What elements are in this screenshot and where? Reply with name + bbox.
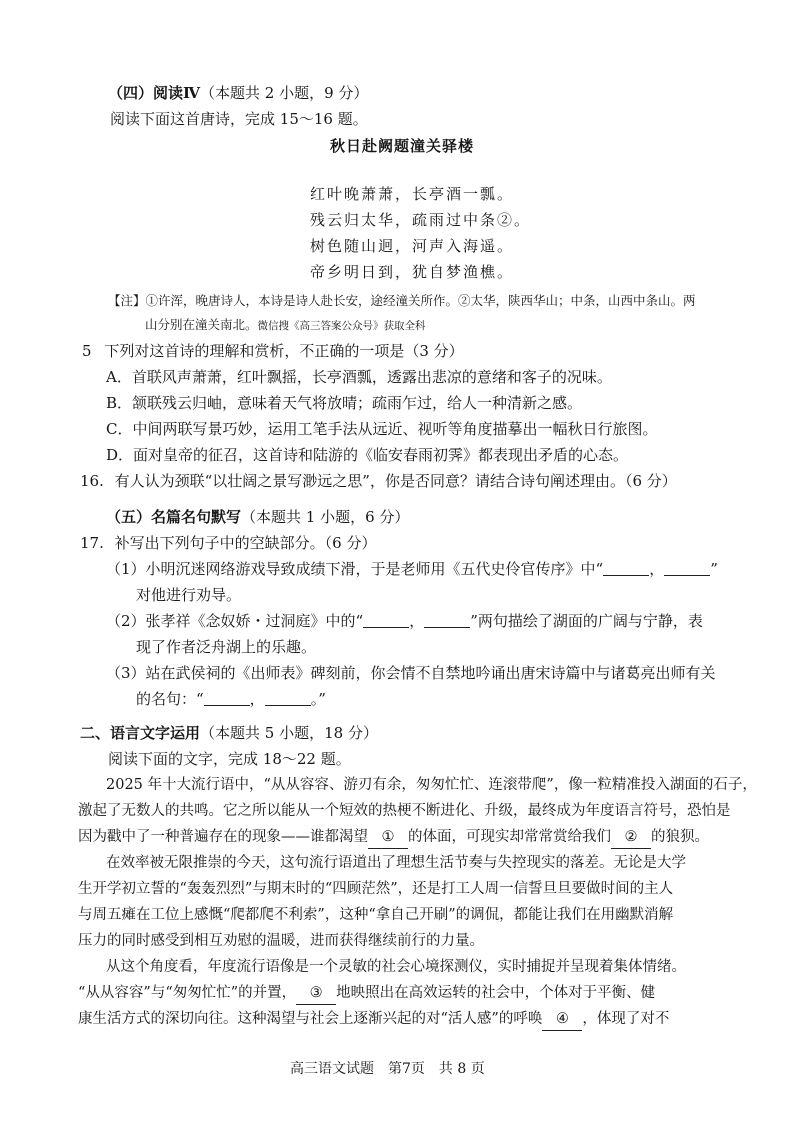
fill-blank-2a[interactable] — [363, 611, 409, 628]
section4-note: （本题共 2 小题，9 分） — [200, 84, 369, 102]
q17-item-3-text-b: 的名句：“ — [136, 690, 204, 708]
section2-heading — [80, 722, 378, 744]
q17-item-1-comma: ， — [649, 560, 665, 578]
passage-p3-line-3 — [78, 1008, 669, 1031]
q17-item-3-comma: ， — [249, 690, 265, 708]
poem-line-2: 残云归太华，疏雨过中条②。 — [310, 211, 532, 229]
q17-item-3-line-2 — [136, 688, 326, 710]
passage-p2-line-1: 在效率被无限推崇的今天，这句流行语道出了理想生活节奏与失控现实的落差。无论是大学 — [106, 855, 686, 871]
q17-item-2-text-a: （2）张孝祥《念奴娇・过洞庭》中的“ — [106, 612, 364, 630]
fill-blank-1a[interactable] — [603, 559, 649, 576]
section5-title: （五）名篇名句默写 — [106, 508, 242, 526]
note-line-1: 【注】①许浑，晚唐诗人，本诗是诗人赴长安，途经潼关所作。②太华，陕西华山；中条，山西中条山。两 — [108, 293, 696, 308]
q17-item-2-line-2: 现了作者泛舟湖上的乐趣。 — [136, 638, 317, 656]
q15-stem — [82, 340, 464, 362]
passage-p3-line-2 — [78, 982, 655, 1005]
passage-p3-line-3-a: 康生活方式的深切向往。这种渴望与社会上逐渐兴起的对“活人感”的呼唤 — [78, 1011, 543, 1027]
fill-blank-1b[interactable] — [664, 559, 710, 576]
poem-line-3: 树色随山迥，河声入海遥。 — [310, 237, 515, 255]
q17-item-1-quote: ” — [710, 560, 718, 578]
q17-item-1-line-1 — [106, 558, 718, 580]
passage-p2-line-2: 生开学初立誓的“轰轰烈烈”与期末时的“四顾茫然”，还是打工人周一信誓旦旦要做时间的主人 — [78, 881, 674, 897]
q17-item-1-line-2: 对他进行劝导。 — [136, 586, 242, 604]
q17-item-3-line-1: （3）站在武侯祠的《出师表》碑刻前，你会情不自禁地吟诵出唐宋诗篇中与诸葛亮出师有关 — [106, 664, 716, 682]
fill-blank-3b[interactable] — [265, 689, 311, 706]
passage-p2-line-3: 与周五瘫在工位上感慨“爬都爬不利索”，这种“拿自己开刷”的调侃，都能让我们在用幽默消解 — [78, 907, 674, 923]
passage-p3-line-3-b: ，体现了对不 — [582, 1011, 670, 1027]
passage-p2-line-4: 压力的同时感受到相互劝慰的温暖，进而获得继续前行的力量。 — [78, 933, 484, 949]
section5-note: （本题共 1 小题，6 分） — [241, 508, 410, 526]
passage-p1-line-2: 激起了无数人的共鸣。它之所以能从一个短效的热梗不断进化、升级，最终成为年度语言符号，恐怕是 — [78, 803, 731, 819]
section2-note: （本题共 5 小题，18 分） — [200, 724, 378, 742]
q17-item-2-comma: ， — [409, 612, 425, 630]
q17-item-3-end: 。” — [310, 690, 326, 708]
fill-blank-3a[interactable] — [204, 689, 250, 706]
passage-p1-line-1: 2025 年十大流行语中，“从从容容、游刃有余，匆匆忙忙、连滚带爬”，像一粒精准投入湖面的石子， — [106, 777, 757, 793]
blank-3[interactable]: ③ — [296, 982, 336, 1005]
passage-p3-line-1: 从这个角度看，年度流行语像是一个灵敏的社会心境探测仪，实时捕捉并呈现着集体情绪。 — [106, 959, 686, 975]
q17-item-2-line-1 — [106, 610, 703, 632]
q15-option-c: C．中间两联写景巧妙，运用工笔手法从远近、视听等角度描摹出一幅秋日行旅图。 — [106, 420, 658, 438]
blank-1[interactable]: ① — [368, 826, 408, 849]
section2-title: 二、语言文字运用 — [80, 724, 201, 742]
q17-item-1-text-a: （1）小明沉迷网络游戏导致成绩下滑，于是老师用《五代史伶官传序》中“ — [106, 560, 604, 578]
q17-stem — [80, 532, 376, 554]
page-footer: 高三语文试题 第7页 共 8 页 — [290, 1061, 485, 1077]
q17-number: 17. — [80, 534, 104, 552]
section4-instruction: 阅读下面这首唐诗，完成 15～16 题。 — [110, 110, 368, 128]
q17-text: 补写出下列句子中的空缺部分。（6 分） — [114, 534, 377, 552]
blank-4[interactable]: ④ — [542, 1008, 582, 1031]
section4-heading — [108, 82, 368, 104]
note-line-2-text: 山分别在潼关南北。 — [145, 317, 258, 332]
q17-item-2-text-c: ”两句描绘了湖面的广阔与宁静，表 — [470, 612, 703, 630]
q15-option-a: A．首联风声萧萧，红叶飘摇，长亭酒瓢，透露出悲凉的意绪和客子的况味。 — [106, 368, 612, 386]
q16-text: 有人认为颈联“以壮阔之景写渺远之思”，你是否同意？请结合诗句阐述理由。（6 分） — [114, 472, 677, 490]
note-line-2 — [145, 314, 426, 337]
section2-instruction: 阅读下面的文字，完成 18～22 题。 — [108, 750, 351, 768]
passage-p3-line-2-b: 地映照出在高效运转的社会中，个体对于平衡、健 — [336, 985, 656, 1001]
poem-line-1: 红叶晚萧萧，长亭酒一瓢。 — [310, 185, 515, 203]
note-watermark: 微信搜《高三答案公众号》获取全科 — [257, 320, 426, 332]
q15-number: 5 — [82, 342, 92, 360]
q15-option-b: B．颔联残云归岫，意味着天气将放晴；疏雨乍过，给人一种清新之感。 — [106, 394, 583, 412]
q15-text: 下列对这首诗的理解和赏析，不正确的一项是（3 分） — [104, 342, 464, 360]
passage-p1-line-3-a: 因为戳中了一种普遍存在的现象——谁都渴望 — [78, 829, 368, 845]
q15-option-d: D．面对皇帝的征召，这首诗和陆游的《临安春雨初霁》都表现出矛盾的心态。 — [106, 446, 629, 464]
passage-p3-line-2-a: “从从容容”与“匆匆忙忙”的并置， — [78, 985, 297, 1001]
passage-p1-line-3 — [78, 826, 709, 849]
q16-number: 16. — [80, 472, 104, 490]
poem-title: 秋日赴阙题潼关驿楼 — [330, 137, 475, 155]
blank-2[interactable]: ② — [611, 826, 651, 849]
section4-title: （四）阅读Ⅳ — [108, 84, 201, 102]
passage-p1-line-3-b: 的体面，可现实却常常赏给我们 — [408, 829, 611, 845]
section5-heading — [106, 506, 409, 528]
q16-stem — [80, 470, 677, 492]
passage-p1-line-3-c: 的狼狈。 — [651, 829, 709, 845]
poem-line-4: 帝乡明日到，犹自梦渔樵。 — [310, 263, 515, 281]
fill-blank-2b[interactable] — [424, 611, 470, 628]
